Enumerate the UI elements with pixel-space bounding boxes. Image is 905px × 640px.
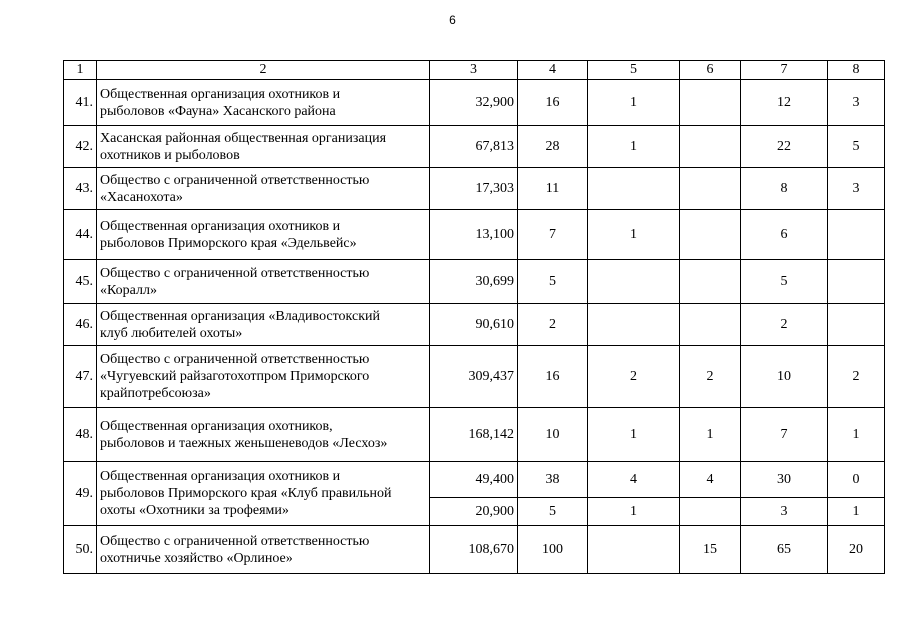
organization-name-line: Общественная организация «Владивостокский — [100, 308, 381, 324]
column-5-cell — [588, 304, 680, 346]
organization-name-line: рыболовов Приморского края «Клуб правильной — [100, 486, 392, 501]
area-cell: 32,900 — [430, 80, 518, 126]
organization-name-line: Общество с ограниченной ответственностью — [100, 533, 370, 549]
organization-name-line: охоты «Охотники за трофеями» — [100, 503, 289, 518]
organization-name-line: Общественная организация охотников и — [100, 469, 341, 484]
column-6-cell — [680, 80, 741, 126]
area-cell: 108,670 — [430, 526, 518, 574]
column-4-cell: 7 — [518, 210, 588, 260]
column-4-cell: 28 — [518, 126, 588, 168]
organization-name-cell — [97, 260, 430, 304]
column-6-cell — [680, 168, 741, 210]
row-number-cell: 46. — [64, 304, 97, 346]
column-7-cell: 5 — [741, 260, 828, 304]
column-6-cell — [680, 126, 741, 168]
organization-name-line: Общественная организация охотников и — [100, 218, 341, 234]
column-5-cell: 2 — [588, 346, 680, 408]
column-7-cell: 6 — [741, 210, 828, 260]
row-number-cell: 42. — [64, 126, 97, 168]
header-cell: 4 — [518, 61, 588, 80]
column-8-cell: 3 — [828, 168, 885, 210]
column-6-cell — [680, 498, 741, 526]
organization-name-cell — [97, 462, 430, 526]
organization-name-line: Хасанская районная общественная организация — [100, 130, 387, 146]
row-number-cell: 44. — [64, 210, 97, 260]
column-5-cell: 1 — [588, 498, 680, 526]
organization-name-line: «Хасанохота» — [100, 189, 183, 205]
header-cell: 2 — [97, 61, 430, 80]
area-cell: 309,437 — [430, 346, 518, 408]
column-4-cell: 16 — [518, 80, 588, 126]
column-6-cell — [680, 304, 741, 346]
row-number-cell: 45. — [64, 260, 97, 304]
column-7-cell: 30 — [741, 462, 828, 498]
organization-name-cell — [97, 168, 430, 210]
table-row — [64, 260, 885, 304]
column-4-cell: 100 — [518, 526, 588, 574]
table-row — [64, 304, 885, 346]
table-row — [64, 408, 885, 462]
table-row — [64, 346, 885, 408]
header-row — [64, 61, 885, 80]
page-number: 6 — [449, 13, 456, 27]
area-cell: 168,142 — [430, 408, 518, 462]
area-cell: 30,699 — [430, 260, 518, 304]
column-6-cell: 1 — [680, 408, 741, 462]
organization-name-cell — [97, 210, 430, 260]
area-cell: 20,900 — [430, 498, 518, 526]
column-4-cell: 11 — [518, 168, 588, 210]
row-number-cell: 49. — [64, 462, 97, 526]
header-cell: 8 — [828, 61, 885, 80]
organization-name-line: охотников и рыболовов — [100, 147, 240, 163]
column-4-cell: 10 — [518, 408, 588, 462]
organization-name-line: рыболовов «Фауна» Хасанского района — [100, 103, 336, 119]
table-row — [64, 126, 885, 168]
organization-name-line: «Коралл» — [100, 282, 157, 298]
header-cell: 6 — [680, 61, 741, 80]
organization-name-line: крайпотребсоюза» — [100, 386, 211, 401]
column-7-cell: 3 — [741, 498, 828, 526]
column-8-cell — [828, 260, 885, 304]
organization-name-line: рыболовов и таежных женьшеневодов «Лесхоз» — [100, 435, 388, 451]
row-number-cell: 41. — [64, 80, 97, 126]
organization-name-cell — [97, 304, 430, 346]
column-4-cell: 2 — [518, 304, 588, 346]
column-8-cell: 2 — [828, 346, 885, 408]
column-4-cell: 16 — [518, 346, 588, 408]
area-cell: 13,100 — [430, 210, 518, 260]
area-cell: 49,400 — [430, 462, 518, 498]
column-7-cell: 8 — [741, 168, 828, 210]
column-5-cell: 1 — [588, 80, 680, 126]
organization-name-cell — [97, 126, 430, 168]
column-8-cell: 3 — [828, 80, 885, 126]
column-5-cell — [588, 260, 680, 304]
organization-name-line: Общественная организация охотников и — [100, 86, 341, 102]
organization-name-line: Общество с ограниченной ответственностью — [100, 172, 370, 188]
table-row — [64, 210, 885, 260]
table-row — [64, 462, 885, 498]
area-cell: 67,813 — [430, 126, 518, 168]
row-number-cell: 50. — [64, 526, 97, 574]
column-7-cell: 10 — [741, 346, 828, 408]
column-6-cell: 4 — [680, 462, 741, 498]
organization-name-line: рыболовов Приморского края «Эдельвейс» — [100, 235, 357, 251]
table-row — [64, 526, 885, 574]
organization-name-line: «Чугуевский райзаготохотпром Приморского — [100, 369, 370, 384]
column-4-cell: 5 — [518, 260, 588, 304]
organization-name-cell — [97, 526, 430, 574]
column-8-cell: 1 — [828, 498, 885, 526]
row-number-cell: 48. — [64, 408, 97, 462]
column-5-cell: 4 — [588, 462, 680, 498]
column-4-cell: 38 — [518, 462, 588, 498]
column-7-cell: 2 — [741, 304, 828, 346]
column-6-cell: 15 — [680, 526, 741, 574]
column-4-cell: 5 — [518, 498, 588, 526]
column-6-cell: 2 — [680, 346, 741, 408]
column-7-cell: 65 — [741, 526, 828, 574]
organization-name-cell — [97, 408, 430, 462]
table-row — [64, 80, 885, 126]
header-cell: 7 — [741, 61, 828, 80]
column-8-cell: 5 — [828, 126, 885, 168]
organization-name-cell — [97, 346, 430, 408]
header-cell: 3 — [430, 61, 518, 80]
table-row — [64, 168, 885, 210]
row-number-cell: 43. — [64, 168, 97, 210]
row-number-cell: 47. — [64, 346, 97, 408]
header-cell: 5 — [588, 61, 680, 80]
column-6-cell — [680, 260, 741, 304]
area-cell: 90,610 — [430, 304, 518, 346]
organization-name-line: клуб любителей охоты» — [100, 325, 243, 341]
area-cell: 17,303 — [430, 168, 518, 210]
column-5-cell: 1 — [588, 210, 680, 260]
organization-name-line: Общество с ограниченной ответственностью — [100, 265, 370, 281]
column-5-cell — [588, 526, 680, 574]
header-cell: 1 — [64, 61, 97, 80]
column-8-cell: 0 — [828, 462, 885, 498]
organization-name-line: охотничье хозяйство «Орлиное» — [100, 550, 293, 566]
organization-name-line: Общество с ограниченной ответственностью — [100, 352, 370, 367]
column-5-cell — [588, 168, 680, 210]
column-8-cell: 20 — [828, 526, 885, 574]
column-8-cell — [828, 210, 885, 260]
organization-name-line: Общественная организация охотников, — [100, 418, 333, 434]
column-7-cell: 7 — [741, 408, 828, 462]
table-body — [64, 61, 885, 574]
column-5-cell: 1 — [588, 408, 680, 462]
column-7-cell: 22 — [741, 126, 828, 168]
data-table — [63, 60, 885, 574]
column-7-cell: 12 — [741, 80, 828, 126]
column-5-cell: 1 — [588, 126, 680, 168]
column-8-cell: 1 — [828, 408, 885, 462]
column-8-cell — [828, 304, 885, 346]
organization-name-cell — [97, 80, 430, 126]
column-6-cell — [680, 210, 741, 260]
